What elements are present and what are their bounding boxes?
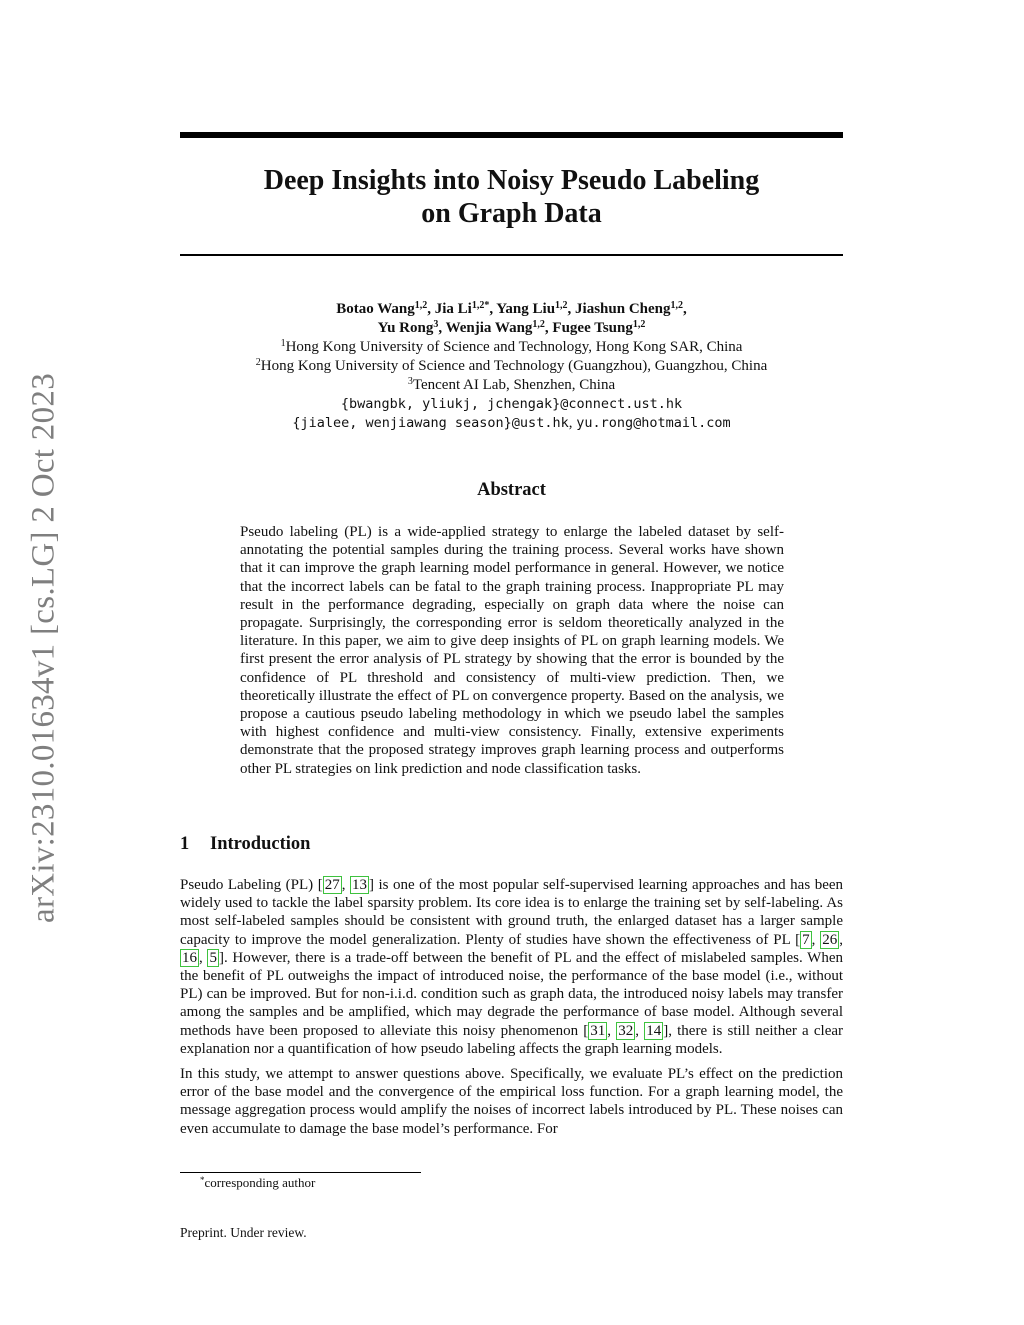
footnote-rule [180,1172,421,1173]
author-separator: , [427,301,435,317]
author-affiliation-mark: 1,2* [471,300,490,311]
affiliation-mark: 3 [407,376,413,387]
title-line-1: Deep Insights into Noisy Pseudo Labeling [263,165,760,196]
author-names [180,300,843,338]
citation-link[interactable]: 31 [590,1022,606,1039]
email-group[interactable]: {jialee, wenjiawang season}@ust.hk [292,415,569,431]
author-affiliation-mark: 1,2 [532,319,545,330]
affiliation [180,357,843,376]
author-affiliation-mark: 3 [433,319,439,330]
email-separator: , [568,415,577,431]
paragraph-text: is one of the most popular self-supervised learning approaches and has been widely used to tackle the label sparsity problem. Its core idea is to enlarge the training set by self-labeling. As most self-labeled samples should be consistent with ground truth, the enlarged dataset has a larger sample capacity to improve the model generalization. Plenty of studies have shown the effectiveness of PL [180,877,844,948]
title-rule-bottom [180,254,843,256]
section-heading-introduction [180,834,310,855]
author-block [180,300,843,433]
footnote-mark: * [200,1175,205,1185]
section-number: 1 [180,834,190,854]
footnote-text: corresponding author [204,1175,316,1190]
citation-link[interactable]: 14 [646,1022,662,1039]
email-address[interactable]: yu.rong@hotmail.com [576,415,731,431]
affiliation-mark: 1 [280,338,286,349]
author-line-2 [180,319,843,338]
author-separator: , [567,301,576,317]
citation-link[interactable]: 7 [802,931,810,948]
citation-link[interactable]: 32 [618,1022,634,1039]
citation-link[interactable]: 26 [822,931,838,948]
paragraph: In this study, we attempt to answer questions above. Specifically, we evaluate PL’s effect on the prediction error of the base model and the convergence of the empirical loss function. For a graph learning model, the message aggregation process would amplify the noises of incorrect labels introduced by PL. These noises can even accumulate to damage the base model’s performance. For [180,1066,843,1137]
author-name: Jia Li [434,301,472,317]
section-title: Introduction [210,834,311,854]
footnote [200,1175,315,1191]
citation-link[interactable]: 16 [182,949,197,966]
author-name: Wenjia Wang [445,320,533,336]
abstract-text: Pseudo labeling (PL) is a wide-applied strategy to enlarge the labeled dataset by self-annotating the potential samples during the training process. Several works have shown that it can improve the graph learning model performance in general. However, we notice that the incorrect labels can be fatal to the graph training process. Inappropriate PL may result in the performance degrading, especially on graph data where the noise can propagate. Surprisingly, the corresponding error is seldom theoretically analyzed in the literature. In this paper, we aim to give deep insights of PL on graph learning models. We first present the error analysis of PL strategy by showing that the error is bounded by the confidence of PL threshold and consistency of multi-view prediction. Then, we theoretically illustrate the effect of PL on convergence property. Based on the analysis, we propose a cautious pseudo labeling methodology in which we pseudo label the samples with highest confidence and multi-view consistency. Finally, extensive experiments demonstrate that the proposed strategy improves graph learning process and outperforms other PL strategies on link prediction and node classification tasks. [240,524,784,777]
citation-link[interactable]: 13 [351,877,367,893]
paragraph-text: , there is still neither a clear explanation nor a quantification of how pseudo labeling affects the graph learning models. [180,1022,844,1057]
author-name: Botao Wang [336,301,415,317]
affiliation-text: Tencent AI Lab, Shenzhen, China [412,377,616,393]
preprint-notice: Preprint. Under review. [180,1225,307,1240]
affiliation-text: Hong Kong University of Science and Technology (Guangzhou), Guangzhou, China [260,358,768,374]
email-line-1[interactable]: {bwangbk, yliukj, jchengak}@connect.ust.hk [340,396,683,412]
author-name: Yang Liu [496,301,556,317]
title-rule-top [180,132,843,138]
author-separator: , [544,320,553,336]
affiliation-text: Hong Kong University of Science and Technology, Hong Kong SAR, China [285,339,743,355]
author-name: Yu Rong [377,320,434,336]
author-affiliation-mark: 1,2 [670,300,684,311]
author-separator: , [683,301,687,317]
paragraph-text: Pseudo Labeling (PL) [180,877,318,893]
author-affiliation-mark: 1,2 [555,300,568,311]
title-line-2: on Graph Data [421,198,602,229]
citation-link[interactable]: 5 [209,949,217,966]
introduction-body [180,876,843,1145]
affiliation-mark: 2 [255,357,261,368]
paragraph: Pseudo Labeling (PL) [ 27 , 13 ] is one of the most popular self-supervised learning approaches and has been widely used to tackle the label sparsity problem. Its core idea is to enlarge the training set by self-labeling. As most self-labeled samples should be consistent with ground truth, the enlarged dataset has a larger sample capacity to improve the model generalization. Plenty of studies have shown the effectiveness of PL [ 7 , 26 , 16 , 5 ]. However, there is a trade-off between the benefit of PL and the effect of mislabeled samples. When the benefit of PL outweighs the impact of introduced noise, the performance of the base model (i.e., without PL) can be improved. But for non-i.i.d. condition such as graph data, the introduced noisy labels may transfer among the samples and be amplified, which may degrade the performance of base model. Although several methods have been proposed to alleviate this noisy phenomenon [ 31 , 32 , 14 ], there is still neither a clear explanation nor a quantification of how pseudo labeling affects the graph learning models. [180,877,844,1057]
email-line-2 [180,414,843,433]
paper-title [180,164,843,230]
affiliation [180,338,843,357]
affiliation [180,376,843,395]
paragraph-text: . However, there is a trade-off between the benefit of PL and the effect of mislabeled samples. When the benefit of PL outweighs the impact of introduced noise, the performance of the base model (i.e., without PL) can be improved. But for non-i.i.d. condition such as graph data, the introduced noisy labels may transfer among the samples and be amplified, which may degrade the performance of base model. Although several methods have been proposed to alleviate this noisy phenomenon [180,949,843,1039]
author-affiliation-mark: 1,2 [632,319,646,330]
author-separator: , [438,320,446,336]
email-block [180,395,843,433]
author-line-1 [180,300,843,319]
author-name: Jiashun Cheng [575,301,671,317]
abstract-heading: Abstract [477,480,546,500]
citation-link[interactable]: 27 [324,877,340,893]
author-separator: , [489,301,497,317]
arxiv-stamp[interactable]: arXiv:2310.01634v1 [cs.LG] 2 Oct 2023 [25,372,62,924]
author-affiliation-mark: 1,2 [414,300,428,311]
author-name: Fugee Tsung [552,320,633,336]
